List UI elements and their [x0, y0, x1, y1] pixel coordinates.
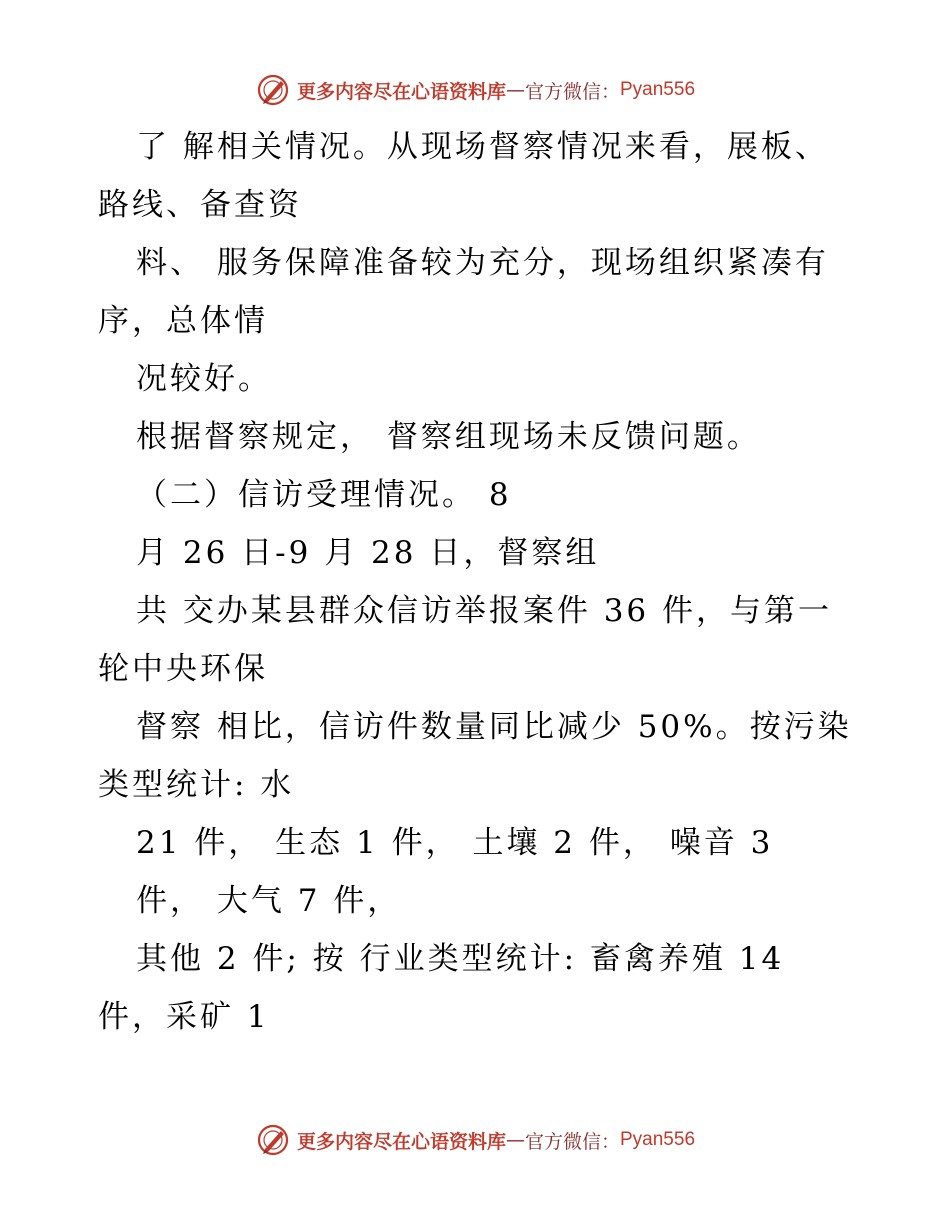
paragraph-continuation: 件，采矿 1: [98, 999, 270, 1035]
paragraph: [98, 872, 858, 930]
paragraph: [98, 350, 858, 408]
pen-seal-icon: [255, 72, 291, 108]
banner-text: [297, 77, 695, 104]
paragraph: [98, 814, 858, 872]
paragraph-first-line: 件， 大气 7 件，: [136, 883, 402, 919]
paragraph-continuation: 路线、备查资: [98, 187, 302, 223]
paragraph: [98, 698, 858, 814]
paragraph-first-line: 21 件， 生态 1 件， 土壤 2 件， 噪音 3: [136, 825, 774, 861]
paragraph-first-line: 况较好。: [136, 361, 272, 397]
banner-text: [297, 1127, 695, 1154]
header-banner: [0, 70, 950, 110]
paragraph-continuation: 轮中央环保: [98, 651, 268, 687]
banner-brand: 更多内容尽在心语资料库: [296, 1130, 506, 1153]
paragraph: [98, 930, 858, 1046]
paragraph: [98, 582, 858, 698]
document-body: [98, 118, 858, 1046]
paragraph-first-line: 共 交办某县群众信访举报案件 36 件，与第一: [136, 593, 833, 629]
paragraph-first-line: 其他 2 件; 按 行业类型统计: 畜禽养殖 14: [136, 941, 785, 977]
footer-banner: [0, 1120, 950, 1160]
paragraph-first-line: （二）信访受理情况。 8: [136, 477, 512, 513]
paragraph-first-line: 督察 相比，信访件数量同比减少 50%。按污染: [136, 709, 852, 745]
paragraph-first-line: 了 解相关情况。从现场督察情况来看，展板、: [136, 129, 829, 165]
banner-wechat-id: Pyan556: [620, 79, 696, 100]
paragraph: [98, 408, 858, 466]
banner-brand: 更多内容尽在心语资料库: [296, 80, 506, 103]
paragraph-continuation: 序，总体情: [98, 303, 268, 339]
paragraph: [98, 234, 858, 350]
paragraph-first-line: 根据督察规定， 督察组现场未反馈问题。: [136, 419, 761, 455]
paragraph: [98, 466, 858, 524]
paragraph: [98, 118, 858, 234]
banner-separator: —: [505, 1129, 525, 1151]
paragraph: [98, 524, 858, 582]
banner-wechat-id: Pyan556: [620, 1129, 696, 1150]
paragraph-continuation: 类型统计: 水: [98, 767, 295, 803]
pen-seal-icon: [255, 1122, 291, 1158]
paragraph-first-line: 料、 服务保障准备较为充分，现场组织紧凑有: [136, 245, 829, 281]
banner-separator: —: [505, 79, 525, 101]
banner-wechat-label: 官方微信：: [524, 1130, 620, 1153]
paragraph-first-line: 月 26 日-9 月 28 日，督察组: [136, 535, 600, 571]
banner-wechat-label: 官方微信：: [524, 80, 620, 103]
